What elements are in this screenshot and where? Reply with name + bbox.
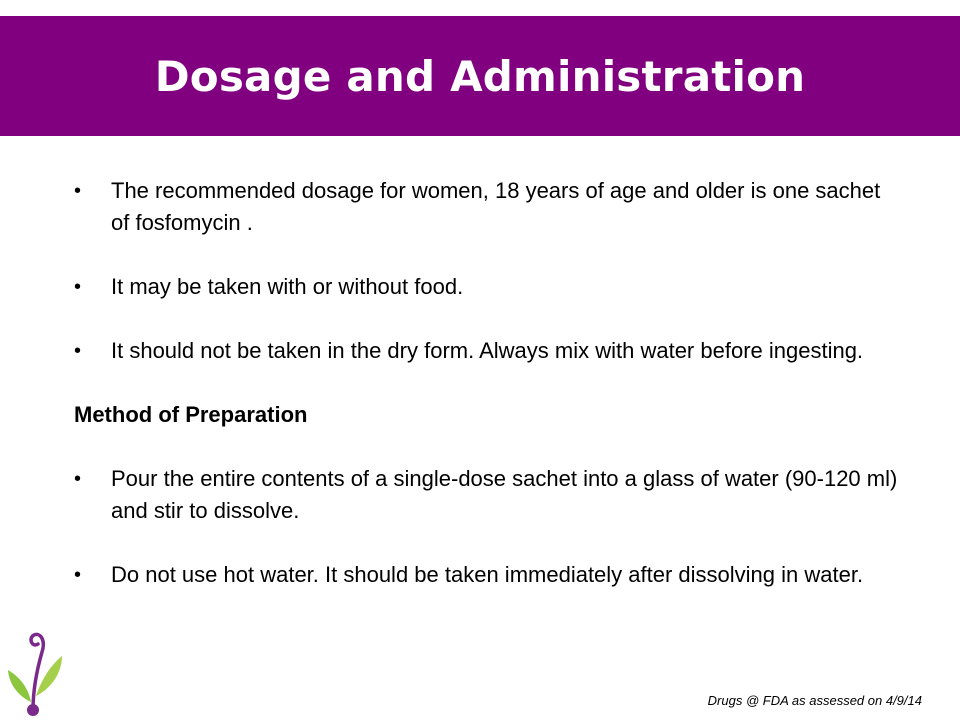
section-heading-preparation: Method of Preparation xyxy=(74,402,308,427)
bullet-food xyxy=(74,271,904,303)
bullet-text: It may be taken with or without food. xyxy=(111,274,464,299)
bullet-hot-water xyxy=(74,559,904,591)
bullet-text: Pour the entire contents of a single-dose sachet into a glass of water (90-120 ml) and stir to dissolve. xyxy=(111,466,898,523)
bullet-glyph: • xyxy=(74,180,82,202)
bullet-pour-contents xyxy=(74,463,904,527)
bullet-text: Do not use hot water. It should be taken immediately after dissolving in water. xyxy=(111,562,864,587)
bullet-dosage xyxy=(74,175,904,239)
slide-title: Dosage and Administration xyxy=(154,51,806,101)
bullet-glyph: • xyxy=(74,564,82,586)
leaf-sprout-logo-icon xyxy=(6,626,64,718)
bullet-text: The recommended dosage for women, 18 years of age and older is one sachet of fosfomycin . xyxy=(111,178,881,235)
bullet-dry-form xyxy=(74,335,904,367)
title-bar xyxy=(0,16,960,136)
source-footnote: Drugs @ FDA as assessed on 4/9/14 xyxy=(707,693,922,708)
slide-content xyxy=(74,175,904,623)
bullet-glyph: • xyxy=(74,340,82,362)
bullet-glyph: • xyxy=(74,468,82,490)
bullet-glyph: • xyxy=(74,276,82,298)
bullet-text: It should not be taken in the dry form. Always mix with water before ingesting. xyxy=(111,338,864,363)
